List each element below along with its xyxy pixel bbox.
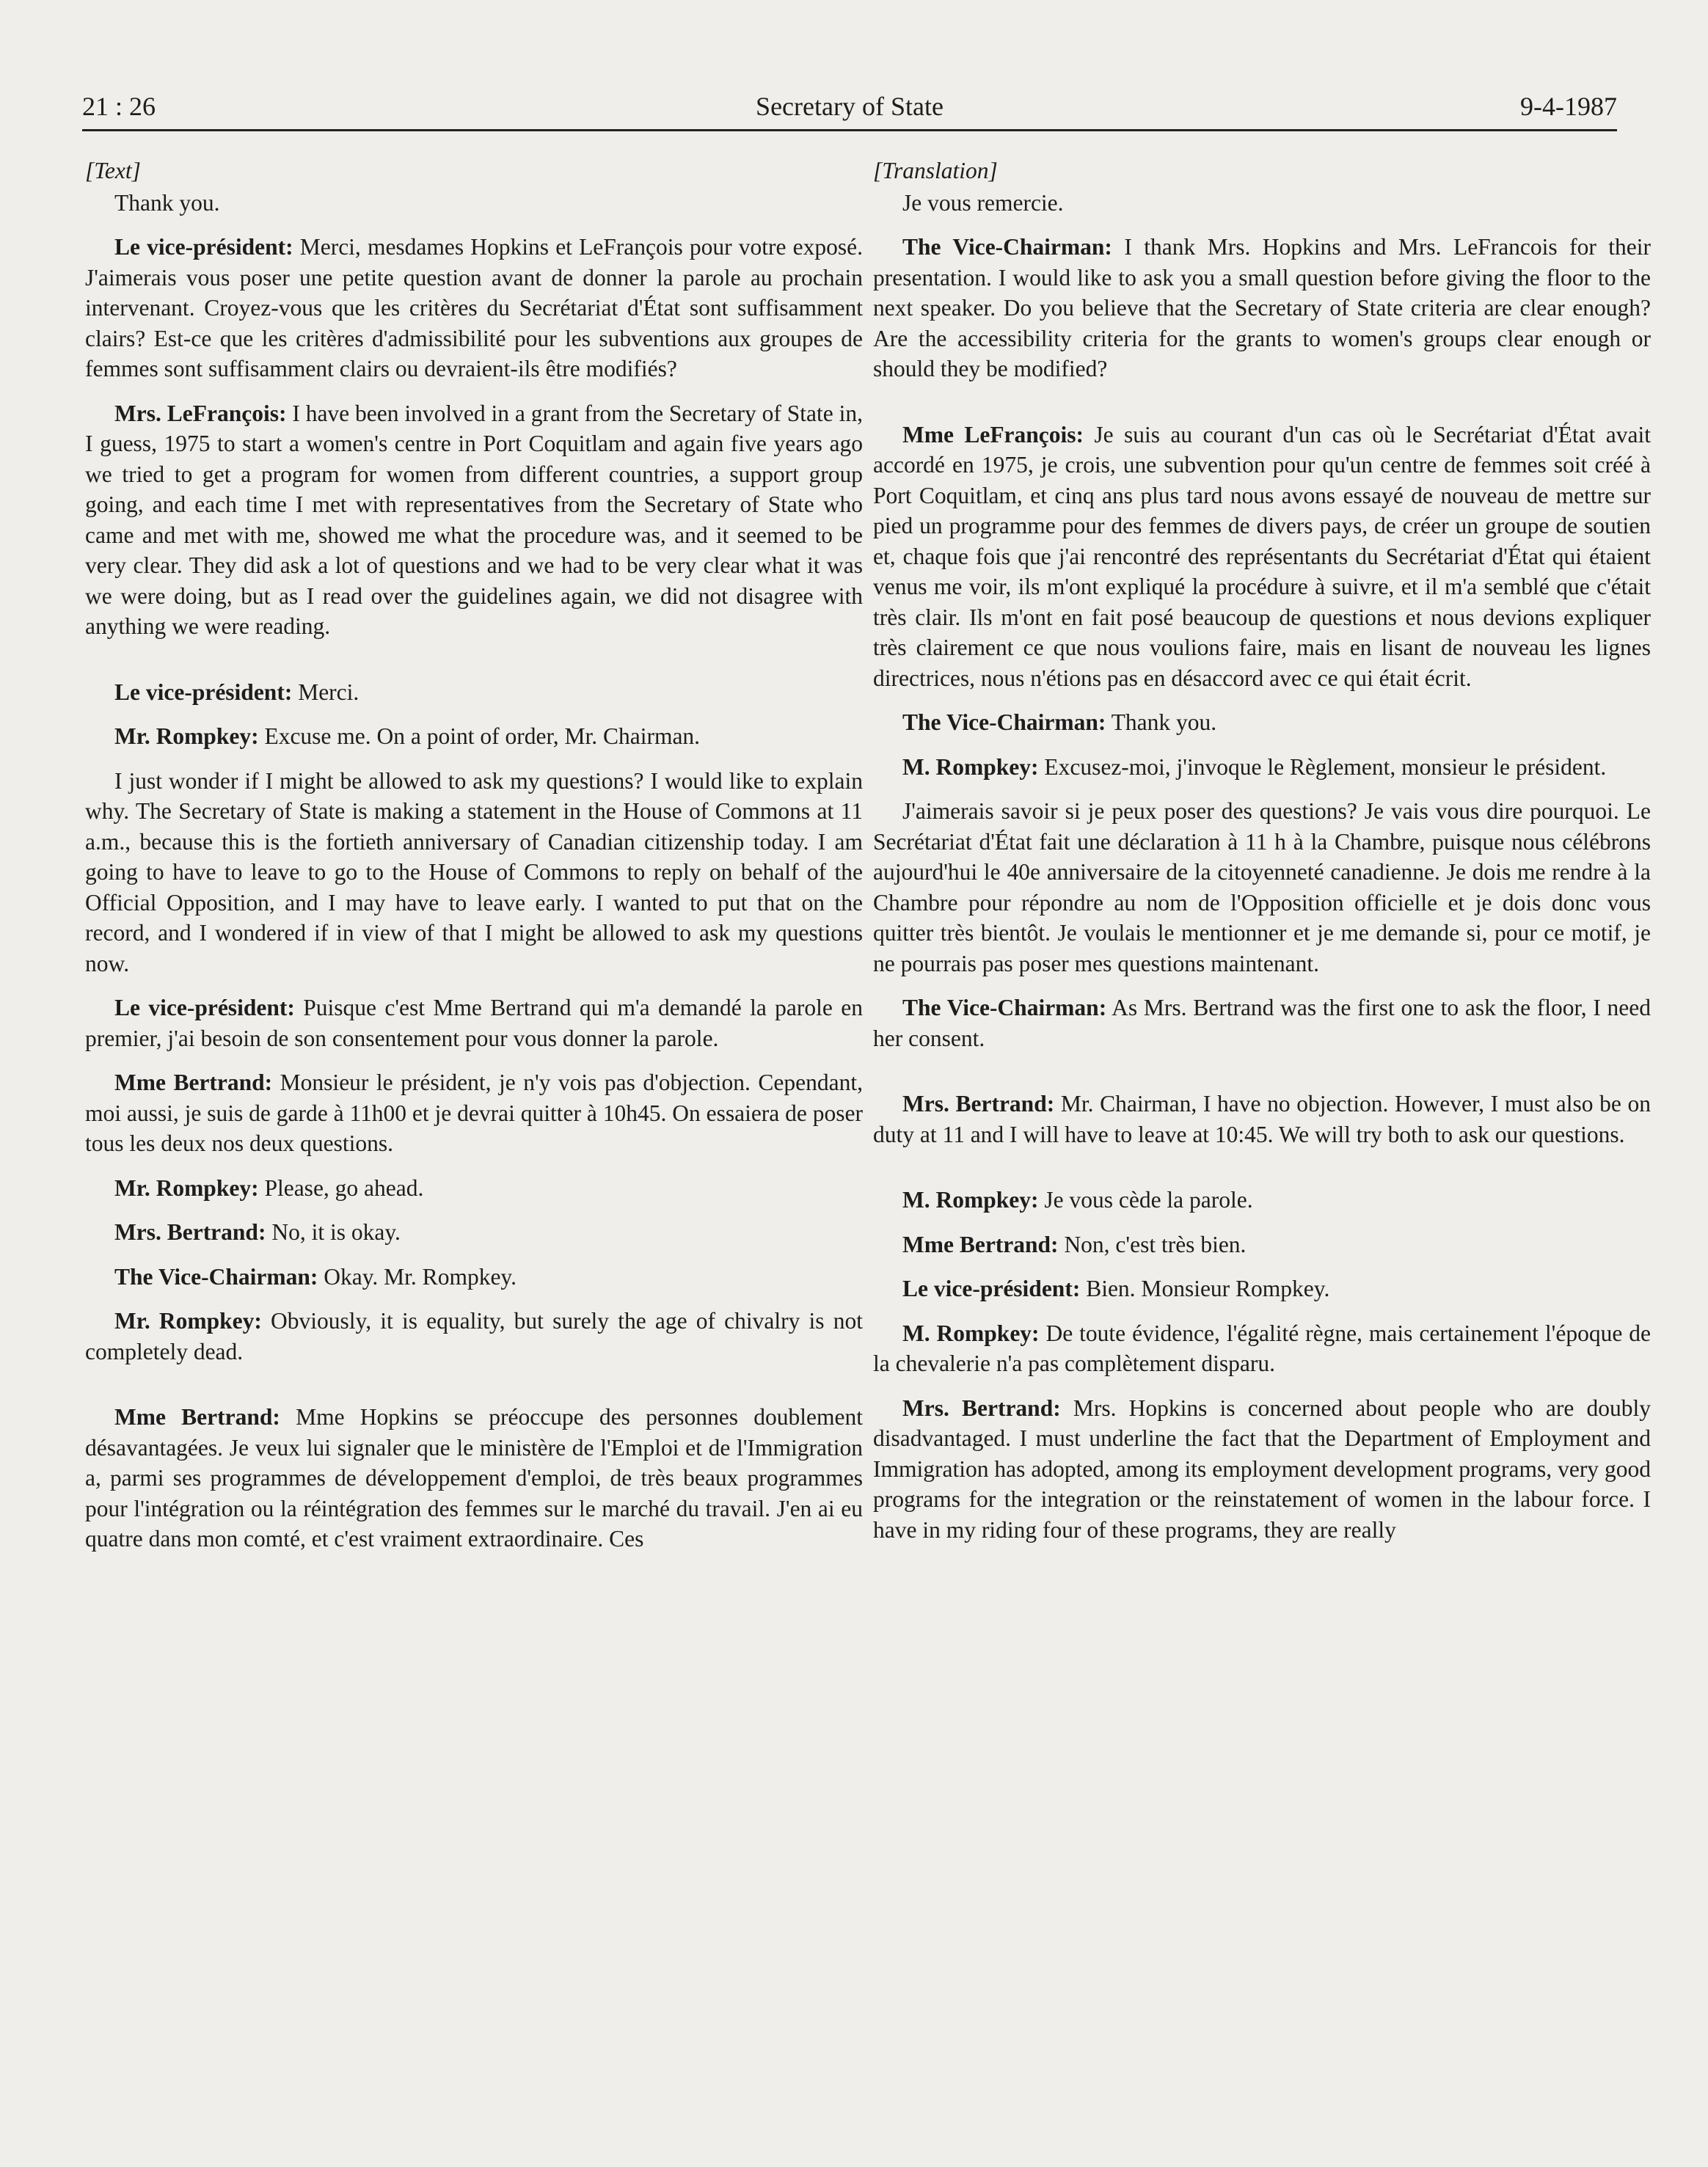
paragraph	[85, 721, 863, 752]
speaker-name: Mr. Rompkey:	[114, 1174, 259, 1201]
speaker-name: M. Rompkey:	[902, 1187, 1039, 1213]
paragraph	[873, 1229, 1651, 1260]
paragraph-text: No, it is okay.	[266, 1219, 401, 1245]
paragraph	[85, 766, 863, 979]
paragraph-text: I have been involved in a grant from the Secretary of State in, I guess, 1975 to start a women's centre in Port Coquitlam and again five years ago we tried to get a program for women from different countries, a support group going, and each time I met with representatives from the Secretary of State who came and met with me, showed me what the procedure was, and it seemed to be very clear. They did ask a lot of questions and we had to be very clear what it was we were doing, but as I read over the guidelines again, we did not disagree with anything we were reading.	[85, 400, 863, 639]
paragraph	[873, 707, 1651, 738]
paragraph	[85, 1306, 863, 1367]
speaker-name: Mrs. Bertrand:	[902, 1395, 1061, 1421]
header-date: 9-4-1987	[1520, 92, 1617, 121]
paragraph-text: Je vous remercie.	[902, 189, 1064, 216]
page-number: 21 : 26	[82, 92, 156, 121]
paragraph	[85, 677, 863, 708]
paragraph-text: Mrs. Hopkins is concerned about people who are doubly disadvantaged. I must underline the fact that the Department of Employment and Immigration has adopted, among its employment development programs, very good programs for the integration or the reinstatement of women in the labour force. I have in my riding four of these programs, they are really	[873, 1395, 1651, 1543]
speaker-name: The Vice-Chairman:	[902, 234, 1112, 260]
paragraph	[85, 188, 863, 219]
paragraph	[873, 1318, 1651, 1379]
speaker-name: M. Rompkey:	[902, 1320, 1040, 1346]
paragraph-text: Please, go ahead.	[258, 1174, 424, 1201]
speaker-name: The Vice-Chairman:	[114, 1263, 318, 1290]
paragraph-text: Merci, mesdames Hopkins et LeFrançois pour votre exposé. J'aimerais vous poser une petite question avant de donner la parole au prochain intervenant. Croyez-vous que les critères du Secrétariat d'État sont suffisamment clairs? Est-ce que les critères d'admissibilité pour les subventions aux groupes de femmes sont suffisamment clairs ou devraient-ils être modifiés?	[85, 234, 863, 381]
speaker-name: Mrs. LeFrançois:	[114, 400, 287, 426]
paragraph-text: Okay. Mr. Rompkey.	[318, 1263, 517, 1290]
paragraph-text: Puisque c'est Mme Bertrand qui m'a demandé la parole en premier, j'ai besoin de son consentement pour vous donner la parole.	[85, 995, 863, 1051]
paragraph	[85, 232, 863, 384]
paragraph-text: Mme Hopkins se préoccupe des personnes doublement désavantagées. Je veux lui signaler que le ministère de l'Emploi et de l'Immigration a, parmi ses programmes de développement d'emploi, de très beaux programmes pour l'intégration ou la réintégration des femmes sur le marché du travail. J'en ai eu quatre dans mon comté, et c'est vraiment extraordinaire. Ces	[85, 1404, 863, 1552]
speaker-name: Mme LeFrançois:	[902, 421, 1084, 447]
paragraph-text: As Mrs. Bertrand was the first one to ask the floor, I need her consent.	[873, 995, 1651, 1051]
paragraph	[873, 993, 1651, 1053]
paragraph	[85, 398, 863, 642]
paragraph	[873, 188, 1651, 219]
paragraph	[85, 993, 863, 1053]
paragraph-text: Obviously, it is equality, but surely the age of chivalry is not completely dead.	[85, 1308, 863, 1364]
left-column	[85, 156, 863, 1568]
paragraph-text: Thank you.	[1106, 709, 1217, 735]
paragraph	[873, 232, 1651, 384]
source-language-label: [Translation]	[873, 158, 998, 183]
paragraph-text: Monsieur le président, je n'y vois pas d'objection. Cependant, moi aussi, je suis de garde à 11h00 et je devrai quitter à 10h45. On essaiera de poser tous les deux nos deux questions.	[85, 1070, 863, 1156]
speaker-name: Le vice-président:	[114, 679, 293, 705]
paragraph	[85, 1217, 863, 1248]
paragraph-text: Bien. Monsieur Rompkey.	[1080, 1276, 1330, 1301]
speaker-name: The Vice-Chairman:	[902, 709, 1106, 735]
speaker-name: Mrs. Bertrand:	[902, 1091, 1055, 1117]
speaker-name: Mme Bertrand:	[114, 1404, 280, 1430]
paragraph	[873, 420, 1651, 694]
speaker-name: Mr. Rompkey:	[114, 723, 259, 749]
paragraph	[85, 1402, 863, 1554]
paragraph-text: I thank Mrs. Hopkins and Mrs. LeFrancois for their presentation. I would like to ask you a small question before giving the floor to the next speaker. Do you believe that the Secretary of State criteria are clear enough? Are the accessibility criteria for the grants to women's groups clear enough or should they be modified?	[873, 234, 1651, 381]
paragraph-text: Excusez-moi, j'invoque le Règlement, monsieur le président.	[1038, 753, 1607, 780]
paragraph-text: Mr. Chairman, I have no objection. However, I must also be on duty at 11 and I will have to leave at 10:45. We will try both to ask our questions.	[873, 1091, 1651, 1147]
speaker-name: M. Rompkey:	[902, 753, 1039, 780]
paragraph	[873, 796, 1651, 979]
source-language-label: [Text]	[85, 158, 141, 183]
paragraph	[85, 1067, 863, 1159]
speaker-name: Le vice-président:	[114, 234, 293, 260]
paragraph-text: Je vous cède la parole.	[1038, 1187, 1253, 1213]
speaker-name: Le vice-président:	[902, 1276, 1081, 1301]
speaker-name: The Vice-Chairman:	[902, 995, 1107, 1020]
paragraph	[873, 1273, 1651, 1304]
paragraph-text: Non, c'est très bien.	[1058, 1231, 1247, 1257]
speaker-name: Mme Bertrand:	[902, 1231, 1059, 1257]
speaker-name: Mme Bertrand:	[114, 1070, 273, 1095]
paragraph-text: Je suis au courant d'un cas où le Secrétariat d'État avait accordé en 1975, je crois, une subvention pour qu'un centre de femmes soit créé à Port Coquitlam, et cinq ans plus tard nous avons essayé de nouveau de mettre sur pied un programme pour des femmes de divers pays, de créer un groupe de soutien et, chaque fois que j'ai rencontré des représentants du Secrétariat d'État qui étaient venus me voir, ils m'ont expliqué la procédure à suivre, et il m'a semblé que c'était très clair. Ils m'ont en fait posé beaucoup de questions et nous devions expliquer très clairement ce que nous voulions faire, mais en lisant de nouveau les lignes directrices, nous n'étions pas en désaccord avec ce qui était écrit.	[873, 421, 1651, 691]
right-column	[873, 156, 1651, 1559]
speaker-name: Mr. Rompkey:	[114, 1308, 262, 1334]
paragraph	[85, 1262, 863, 1293]
running-title: Secretary of State	[756, 92, 944, 121]
speaker-name: Mrs. Bertrand:	[114, 1219, 266, 1245]
paragraph-text: Thank you.	[114, 189, 220, 216]
paragraph-text: De toute évidence, l'égalité règne, mais certainement l'époque de la chevalerie n'a pas complètement disparu.	[873, 1320, 1651, 1376]
paragraph	[873, 1393, 1651, 1546]
paragraph	[873, 752, 1651, 783]
paragraph	[85, 1173, 863, 1204]
speaker-name: Le vice-président:	[114, 995, 295, 1020]
paragraph-text: Merci.	[292, 679, 360, 705]
paragraph	[873, 1089, 1651, 1150]
paragraph-text: Excuse me. On a point of order, Mr. Chairman.	[258, 723, 701, 749]
paragraph-text: I just wonder if I might be allowed to ask my questions? I would like to explain why. The Secretary of State is making a statement in the House of Commons at 11 a.m., because this is the fortieth anniversary of Canadian citizenship today. I am going to have to leave to go to the House of Commons to reply on behalf of the Official Opposition, and I may have to leave early. I wanted to put that on the record, and I wondered if in view of that I might be allowed to ask my questions now.	[85, 767, 863, 976]
paragraph-text: J'aimerais savoir si je peux poser des questions? Je vais vous dire pourquoi. Le Secrétariat d'État fait une déclaration à 11 h à la Chambre, puisque nous célébrons aujourd'hui le 40e anniversaire de la citoyenneté canadienne. Je dois me rendre à la Chambre pour répondre au nom de l'Opposition officielle et je dois donc vous quitter très bientôt. Je voulais le mentionner et je me demande si, pour ce motif, je ne pourrais pas poser mes questions maintenant.	[873, 798, 1651, 976]
paragraph	[873, 1185, 1651, 1216]
page-header	[82, 87, 1617, 131]
